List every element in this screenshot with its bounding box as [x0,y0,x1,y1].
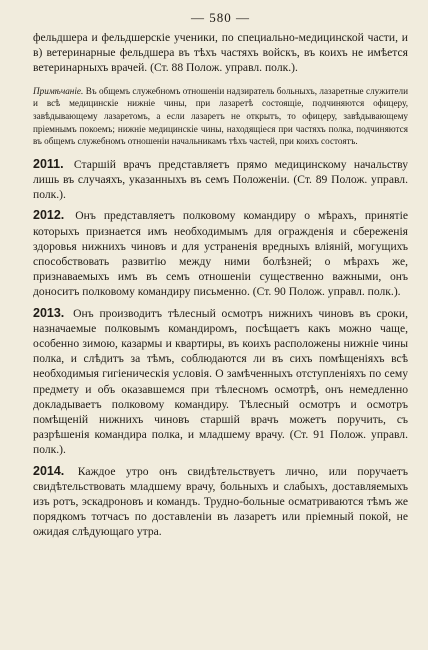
article-2011 [33,157,408,203]
article-2012 [33,208,408,299]
note-text: Въ общемъ служебномъ отношеніи надзиратель больныхъ, лазаретные служители и всѣ медицинскіе нижніе чины, при лазаретѣ состоящіе, подчиняются офицеру, завѣдывающему лазаретомъ, а если лазаретъ не открытъ, то офицеру, завѣдывающему пріемнымъ покоемъ; нижніе медицинскіе чины, находящіеся при частяхъ полка, подчиняются въ общемъ служебномъ отношеніи начальникамъ тѣхъ частей, при коихъ состоятъ. [33,85,408,147]
page-number: — 580 — [191,10,250,25]
article-number: 2012. [33,208,65,223]
note-label: Примѣчаніе. [33,85,84,96]
article-number: 2011. [33,156,64,171]
article-text: Каждое утро онъ свидѣтельствуетъ лично, или поручаетъ свидѣтельствовать младшему врачу, больныхъ и слабыхъ, доставляемыхъ изъ ротъ, эскадроновъ и командъ. Трудно-больные осматриваются тѣмъ же порядкомъ тотчасъ по доставленіи въ лазаретъ или пріемный покой, не ожидая слѣдующаго утра. [33,464,408,539]
note-paragraph [33,85,408,148]
article-text: Онъ представляетъ полковому командиру о мѣрахъ, принятіе которыхъ признается имъ необходимымъ для огражденія и сбереженія здоровья нижнихъ чиновъ и для устраненія вредныхъ вліяній, могущихъ способствовать развитію между ними болѣзней; о мѣрахъ же, признаваемыхъ имъ въ семъ отношеніи существенно важными, онъ доноситъ полковому командиру письменно. (Ст. 90 Полож. управл. полк.). [33,209,408,299]
intro-paragraph: фельдшера и фельдшерскіе ученики, по специально-медицинской части, и в) ветеринарные фельдшера въ тѣхъ частяхъ войскъ, въ коихъ не имѣется ветеринарныхъ врачей. (Ст. 88 Полож. управл. полк.). [33,31,408,74]
article-2014 [33,464,408,540]
article-text: Старшій врачъ представляетъ прямо медицинскому начальству лишь въ случаяхъ, указанныхъ въ семъ Положеніи. (Ст. 89 Полож. управл. полк.). [33,157,408,202]
article-number: 2014. [33,463,65,478]
article-2013 [33,306,408,458]
article-text: Онъ производитъ тѣлесный осмотръ нижнихъ чиновъ въ сроки, назначаемые полковымъ командиромъ, посѣщаетъ какъ можно чаще, особенно зимою, казармы и квартиры, въ коихъ расположены нижніе чины полка, и слѣдитъ за тѣмъ, соблюдаются ли въ сихъ помѣщеніяхъ всѣ необходимыя гигіеническія условія. О замѣченныхъ отступленіяхъ по сему предмету и объ оказавшемся при тѣлесномъ осмотрѣ, онъ немедленно докладываетъ полковому командиру. Тѣлесный осмотръ и осмотръ помѣщеній нижнихъ чиновъ старшій врачъ можетъ поручить, съ разрѣшенія командира полка, и младшему врачу. (Ст. 91 Полож. управл. полк.). [33,306,408,457]
article-number: 2013. [33,305,65,320]
